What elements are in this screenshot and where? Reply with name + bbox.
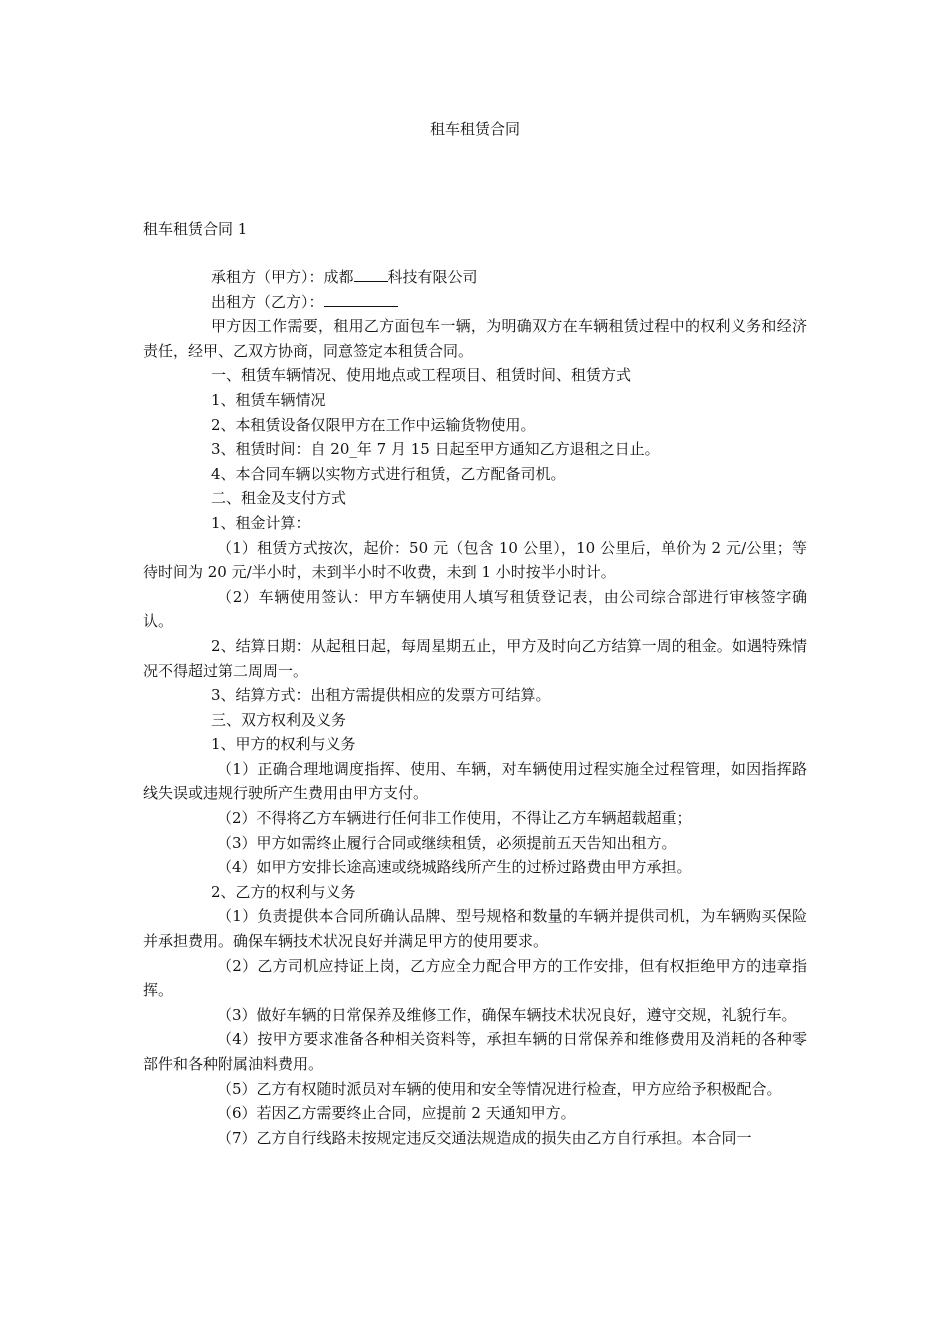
section-heading: 租车租赁合同 1 [143, 220, 248, 238]
paragraph: （2）乙方司机应持证上岗，乙方应全力配合甲方的工作安排，但有权拒绝甲方的违章指挥。 [143, 956, 807, 1000]
paragraph: 4、本合同车辆以实物方式进行租赁，乙方配备司机。 [211, 464, 566, 483]
paragraph: 1、租赁车辆情况 [211, 390, 326, 409]
paragraph: （1）正确合理地调度指挥、使用、车辆，对车辆使用过程实施全过程管理，如因指挥路线失误或违规行驶所产生费用由甲方支付。 [143, 759, 807, 803]
paragraph: 1、甲方的权利与义务 [211, 735, 356, 754]
paragraph: （3）甲方如需终止履行合同或继续租赁，必须提前五天告知出租方。 [217, 833, 677, 852]
paragraph: （1）租赁方式按次，起价：50 元（包含 10 公里），10 公里后，单价为 2 元/公里；等待时间为 20 元/半小时，未到半小时不收费，未到 1 小时按半小时计。 [143, 538, 807, 582]
document-title: 租车租赁合同 [429, 120, 520, 138]
paragraph: 2、结算日期：从起租日起，每周星期五止，甲方及时向乙方结算一周的租金。如遇特殊情况不得超过第二周周一。 [143, 636, 807, 680]
paragraph: （2）不得将乙方车辆进行任何非工作使用，不得让乙方车辆超载超重； [217, 809, 692, 828]
paragraph: 甲方因工作需要，租用乙方面包车一辆，为明确双方在车辆租赁过程中的权利义务和经济责任，经甲、乙双方协商，同意签定本租赁合同。 [143, 317, 807, 360]
lessor-line: 出租方（乙方）： [143, 290, 807, 315]
paragraph: （4）如甲方安排长途高速或绕城路线所产生的过桥过路费由甲方承担。 [217, 858, 692, 877]
paragraph: （1）负责提供本合同所确认品牌、型号规格和数量的车辆并提供司机，为车辆购买保险并承担费用。确保车辆技术状况良好并满足甲方的使用要求。 [143, 907, 807, 951]
lessee-line: 承租方（甲方）：成都 科技有限公司 [211, 268, 478, 286]
paragraph: （4）按甲方要求准备各种相关资料等，承担车辆的日常保养和维修费用及消耗的各种零部件和各种附属油料费用。 [143, 1030, 807, 1073]
paragraph: （6）若因乙方需要终止合同，应提前 2 天通知甲方。 [217, 1104, 576, 1123]
paragraph: 1、租金计算： [211, 513, 311, 532]
lessor-blank [324, 291, 398, 307]
paragraph: （7）乙方自行线路未按规定违反交通法规造成的损失由乙方自行承担。本合同一 [217, 1128, 752, 1147]
contract-body [143, 265, 807, 1150]
clause-heading: 三、双方权利及义务 [211, 710, 347, 729]
paragraph: （2）车辆使用签认：甲方车辆使用人填写租赁登记表，由公司综合部进行审核签字确认。 [143, 587, 807, 631]
paragraph: （5）乙方有权随时派员对车辆的使用和安全等情况进行检查，甲方应给予积极配合。 [217, 1079, 782, 1098]
paragraph: 2、乙方的权利与义务 [211, 882, 356, 901]
clause-heading: 一、租赁车辆情况、使用地点或工程项目、租赁时间、租赁方式 [211, 366, 632, 385]
paragraph: 2、本租赁设备仅限甲方在工作中运输货物使用。 [211, 415, 536, 434]
paragraph: 3、租赁时间：自 20_年 7 月 15 日起至甲方通知乙方退租之日止。 [211, 440, 660, 459]
paragraph: （3）做好车辆的日常保养及维修工作，确保车辆技术状况良好，遵守交规，礼貌行车。 [217, 1005, 797, 1024]
clause-heading: 二、租金及支付方式 [211, 489, 347, 508]
paragraph: 3、结算方式：出租方需提供相应的发票方可结算。 [211, 686, 551, 705]
name-blank [354, 266, 388, 282]
